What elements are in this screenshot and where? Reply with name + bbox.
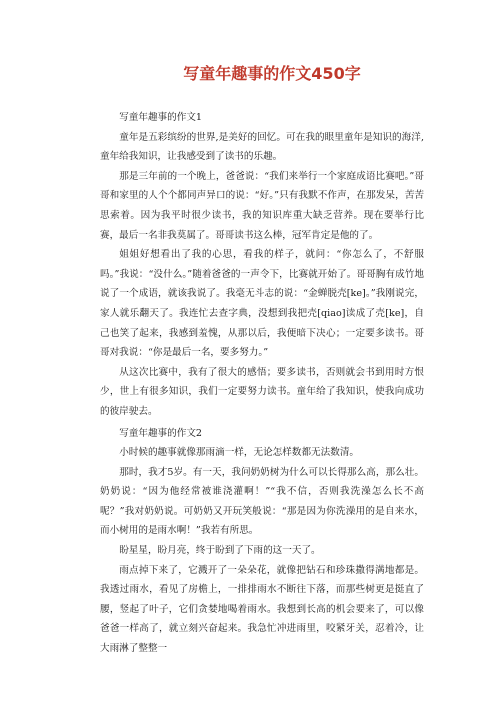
essay-heading-1: 写童年趣事的作文1 [119, 112, 203, 123]
body-paragraph: 雨点掉下来了，它溅开了一朵朵花，就像把钻石和珍珠撒得满地都是。我透过雨水，看见了房檐上，一排排雨水不断往下落，而那些树更是挺直了腰，竖起了叶子，它们贪婪地喝着雨水。我想到长高的机会要来了，可以像爸爸一样高了，就立刻兴奋起来。我急忙冲进雨里，咬紧牙关，忍着冷，让大雨淋了整整一 [100, 564, 424, 655]
document-body [100, 108, 424, 659]
body-paragraph: 那时，我才5岁。有一天，我问奶奶树为什么可以长得那么高，那么壮。奶奶说：“因为他经常被谁浇灌啊！”“我不信，否则我洗澡怎么长不高呢？”我对奶奶说。可奶奶又开玩笑般说：“那是因为你洗澡用的是自来水，而小树用的是雨水啊！”我若有所思。 [100, 466, 424, 537]
essay-heading-2: 写童年趣事的作文2 [119, 427, 203, 439]
body-paragraph: 童年是五彩缤纷的世界,是美好的回忆。可在我的眼里童年是知识的海洋,童年给我知识，让我感受到了读书的乐趣。 [100, 131, 424, 163]
body-paragraph: 那是三年前的一个晚上，爸爸说：“我们来举行一个家庭成语比赛吧。”哥哥和家里的人个个都同声异口的说：“好。”只有我默不作声，在那发呆，苦苦思索着。因为我平时很少读书，我的知识库重大缺乏营养。现在要举行比赛，最后一名非我莫属了。哥哥读书这么棒，冠军肯定是他的了。 [100, 170, 424, 241]
body-paragraph: 姐姐好想看出了我的心思，看我的样子，就问：“你怎么了，不舒服吗。”我说：“没什么。”随着爸爸的一声令下，比赛就开始了。哥哥胸有成竹地说了一个成语，就该我说了。我毫无斗志的说：“金蝉脱壳[ke]。”我刚说完，家人就乐翻天了。我连忙去查字典，没想到我把壳[qiao]读成了壳[ke]，自己也笑了起来，我感到羞愧，从那以后，我便暗下决心；一定要多读书。哥哥对我说：“你是最后一名，要多努力。” [100, 249, 424, 359]
body-paragraph: 从这次比赛中，我有了很大的感悟；要多读书，否则就会书到用时方恨少，世上有很多知识，我们一定要努力读书。童年给了我知识，使我向成功的彼岸驶去。 [100, 366, 424, 417]
body-paragraph: 盼星星，盼月亮，终于盼到了下雨的这一天了。 [119, 545, 321, 557]
body-paragraph: 小时候的趣事就像那雨滴一样，无论怎样数都无法数清。 [119, 447, 360, 459]
document-title: 写童年趣事的作文450字 [183, 64, 361, 83]
